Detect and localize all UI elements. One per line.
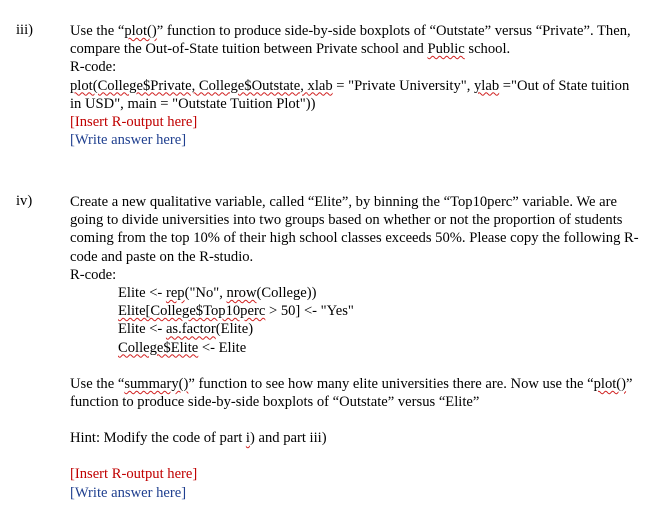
part-iii-insert-output: [Insert R-output here] <box>70 114 198 131</box>
part-iv-block <box>70 193 640 502</box>
part-iv-intro: Create a new qualitative variable, called “Elite”, by binning the “Top10perc” variable. We are going to divide universities into two groups based on whether or not the proportion of students coming from the top 10% of their high school classes exceeds 50%. Please copy the following R-code and paste on the R-studio. <box>70 194 639 265</box>
part-iv-code-line-3: Elite <- as.factor(Elite) <box>118 321 254 338</box>
part-iv-insert-output: [Insert R-output here] <box>70 466 198 483</box>
part-iv-code-line-1: Elite <- rep("No", nrow(College)) <box>118 285 317 302</box>
part-iii-rcode-label: R-code: <box>70 59 117 76</box>
part-iv-rcode-label: R-code: <box>70 266 117 283</box>
part-iv-code-line-2: Elite[College$Top10perc > 50] <- "Yes" <box>118 303 354 320</box>
part-iv-hint: Hint: Modify the code of part i) and part iii) <box>70 430 327 447</box>
part-iv-code-line-4: College$Elite <- Elite <box>118 339 247 356</box>
part-iv-summary-text: Use the “summary()” function to see how many elite universities there are. Now use the “plot()” function to produce side-by-side boxplots of “Outstate” versus “Elite” <box>70 375 633 411</box>
part-iii-block <box>70 22 640 149</box>
part-iii-intro: Use the “plot()” function to produce side-by-side boxplots of “Outstate” versus “Private”. Then, compare the Out-of-State tuition between Private school and Public school. <box>70 23 631 58</box>
part-iii-label: iii) <box>16 22 34 38</box>
part-iii-write-answer: [Write answer here] <box>70 132 187 149</box>
part-iii-code: plot(College$Private, College$Outstate, xlab = "Private University", ylab ="Out of State tuition in USD", main = "Outstate Tuition Plot")) <box>70 77 630 112</box>
part-iv-write-answer: [Write answer here] <box>70 484 187 501</box>
part-iv-label: iv) <box>16 193 33 209</box>
